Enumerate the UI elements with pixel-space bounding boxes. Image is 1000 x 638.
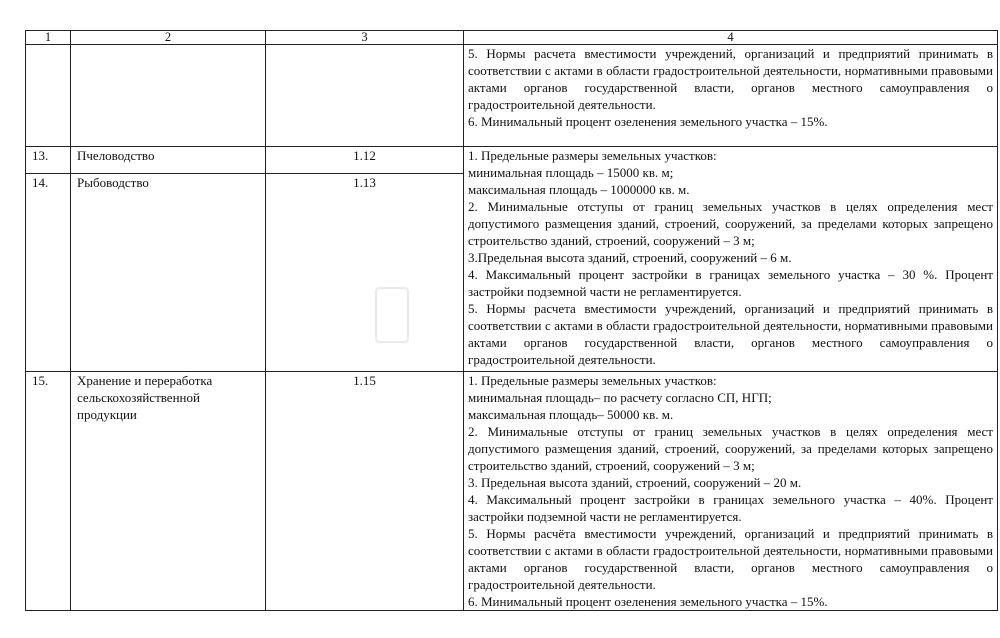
desc-cell bbox=[464, 372, 998, 611]
desc-paragraph: 1. Предельные размеры земельных участков: bbox=[468, 373, 717, 388]
header-cell: 3 bbox=[266, 31, 464, 45]
num-cell bbox=[26, 45, 71, 147]
name-cell bbox=[71, 45, 266, 147]
row-number: 15. bbox=[26, 372, 71, 611]
row-code: 1.12 bbox=[266, 147, 464, 174]
header-cell: 2 bbox=[71, 31, 266, 45]
desc-paragraph: 5. Нормы расчета вместимости учреждений, организаций и предприятий принимать в соответствии с актами в области градостроительной деятельности, нормативными правовыми актами органов государственной власти, органов местного самоуправления о градостроительной деятельности. bbox=[468, 301, 993, 367]
desc-paragraph: 6. Минимальный процент озеленения земельного участка – 15%. bbox=[468, 114, 828, 129]
desc-paragraph: минимальная площадь– по расчету согласно СП, НГП; bbox=[468, 390, 772, 405]
header-cell: 4 bbox=[464, 31, 998, 45]
row-name: Пчеловодство bbox=[71, 147, 266, 174]
desc-paragraph: 6. Минимальный процент озеленения земельного участка – 15%. bbox=[468, 594, 828, 609]
desc-paragraph: 5. Нормы расчёта вместимости учреждений, организаций и предприятий принимать в соответствии с актами в области градостроительной деятельности, нормативными правовыми актами органов государственной власти, органов местного самоуправления о градостроительной деятельности. bbox=[468, 526, 993, 592]
row-code: 1.13 bbox=[266, 174, 464, 372]
desc-paragraph: 4. Максимальный процент застройки в границах земельного участка – 30 %. Процент застройки подземной части не регламентируется. bbox=[468, 267, 993, 299]
desc-paragraph: 3. Предельная высота зданий, строений, сооружений – 20 м. bbox=[468, 475, 802, 490]
table-row bbox=[26, 45, 998, 147]
header-row bbox=[26, 31, 998, 45]
table-row bbox=[26, 147, 998, 174]
row-code: 1.15 bbox=[266, 372, 464, 611]
table-row bbox=[26, 372, 998, 611]
desc-cell-shared bbox=[464, 147, 998, 372]
row-number: 14. bbox=[26, 174, 71, 372]
header-cell: 1 bbox=[26, 31, 71, 45]
code-cell bbox=[266, 45, 464, 147]
desc-paragraph: 2. Минимальные отступы от границ земельных участков в целях определения мест допустимого размещения зданий, строений, сооружений, за пределами которых запрещено строительство зданий, строений, сооружений – 3 м; bbox=[468, 199, 993, 248]
desc-paragraph: 5. Нормы расчета вместимости учреждений, организаций и предприятий принимать в соответствии с актами в области градостроительной деятельности, нормативными правовыми актами органов государственной власти, органов местного самоуправления о градостроительной деятельности. bbox=[468, 46, 993, 112]
row-number: 13. bbox=[26, 147, 71, 174]
desc-cell bbox=[464, 45, 998, 147]
desc-paragraph: 1. Предельные размеры земельных участков: bbox=[468, 148, 717, 163]
desc-paragraph: 4. Максимальный процент застройки в границах земельного участка – 40%. Процент застройки подземной части не регламентируется. bbox=[468, 492, 993, 524]
desc-paragraph: 2. Минимальные отступы от границ земельных участков в целях определения мест допустимого размещения зданий, строений, сооружений, за пределами которых запрещено строительство зданий, строений, сооружений – 3 м; bbox=[468, 424, 993, 473]
desc-paragraph: 3.Предельная высота зданий, строений, сооружений – 6 м. bbox=[468, 250, 792, 265]
row-name: Хранение и переработка сельскохозяйственной продукции bbox=[71, 372, 266, 611]
desc-paragraph: максимальная площадь – 1000000 кв. м. bbox=[468, 182, 690, 197]
row-name: Рыбоводство bbox=[71, 174, 266, 372]
land-use-regulations-table bbox=[25, 30, 998, 611]
desc-paragraph: максимальная площадь– 50000 кв. м. bbox=[468, 407, 674, 422]
desc-paragraph: минимальная площадь – 15000 кв. м; bbox=[468, 165, 674, 180]
